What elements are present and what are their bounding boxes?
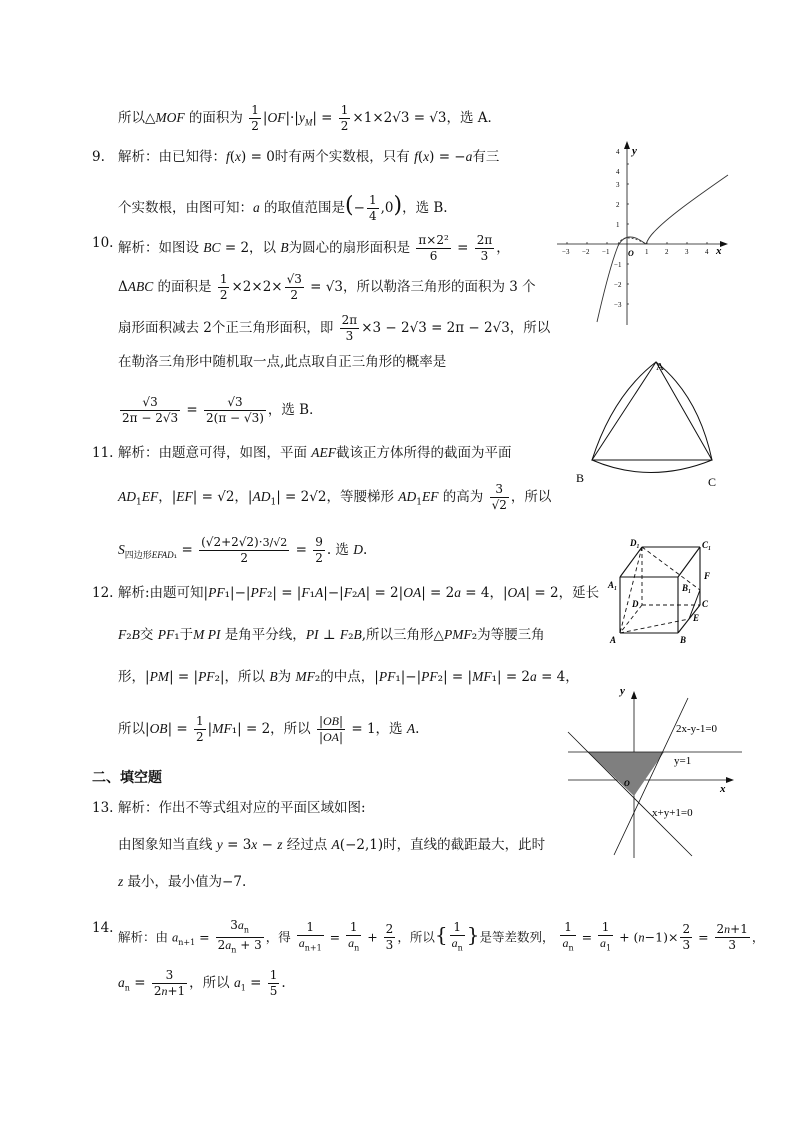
- x-tick-label: 2: [665, 248, 669, 256]
- x-tick-label: 4: [705, 248, 709, 256]
- q13-number: 13.: [92, 800, 114, 816]
- cube-figure: [604, 535, 724, 645]
- y-tick-label: −1: [614, 261, 622, 269]
- x-axis-label: x: [716, 245, 722, 257]
- label-y-1: y=1: [674, 755, 692, 767]
- y-axis-label: y: [632, 145, 637, 157]
- function-graph-figure: [552, 140, 732, 330]
- y-tick-label: 1: [616, 221, 620, 229]
- q14-number: 14.: [92, 920, 114, 936]
- cube-label-C: C: [702, 599, 709, 609]
- y-tick-label: 3: [616, 181, 620, 189]
- vertex-label-C: C: [708, 475, 717, 489]
- q11-line-3: $S_{四边形EFAD_1}$ = $\frac{(√2+2√2)\cdot 3/√2}{2}$ = $\frac{9}{2}$ . 选 D.: [118, 535, 368, 565]
- label-2x-y-1: 2x-y-1=0: [676, 723, 718, 735]
- q9-line-1: 解析：由已知得：f(x) = 0时有两个实数根，只有 f(x) = −a有三: [118, 149, 500, 165]
- q11-number: 11.: [92, 445, 114, 461]
- q13-line-3: z 最小，最小值为−7.: [118, 874, 247, 890]
- curve-right: [646, 175, 728, 244]
- y-tick-label: 4: [616, 168, 620, 176]
- q12-line-1: 解析:由题可知|PF₁|−|PF₂| = |F₁A|−|F₂A| = 2|OA| = 2a = 4，|OA| = 2，延长: [118, 585, 600, 601]
- q14-line-2: $a_n$ = $\frac{3}{2n+1}$ ，所以 $a_1$ = $\frac{1}{5}$ .: [118, 968, 286, 998]
- x-tick-label: −3: [562, 248, 570, 256]
- cube-label-D: D: [632, 599, 639, 609]
- x-tick-label: 3: [685, 248, 689, 256]
- region-x-axis-label: x: [720, 783, 726, 795]
- y-tick-label: −3: [614, 301, 622, 309]
- q13-line-1: 解析：作出不等式组对应的平面区域如图:: [118, 800, 366, 816]
- y-tick-label: −2: [614, 281, 622, 289]
- q8-conclusion-line: 所以△MOF 的面积为 $\frac{1}{2}$ $|OF|\cdot|y_M|$ = $\frac{1}{2}$ ×1×2√3 = √3，选 A．: [118, 103, 502, 133]
- x-tick-label: −2: [582, 248, 590, 256]
- y-tick-label: 4: [616, 148, 620, 156]
- q12-line-3: 形，|PM| = |PF₂|，所以 B为 MF₂的中点，|PF₁|−|PF₂| = |MF₁| = 2a = 4，: [118, 669, 579, 685]
- cube-label-D1: D₁: [630, 538, 640, 548]
- q10-line-2: ΔABC 的面积是 $\frac{1}{2}$ ×2×2× $\frac{√3}{2}$ = √3，所以勒洛三角形的面积为 3 个: [118, 272, 536, 302]
- vertex-label-B: B: [576, 471, 585, 485]
- cube-label-F: F: [704, 571, 711, 581]
- q10-line-4: 在勒洛三角形中随机取一点,此点取自正三角形的概率是: [118, 354, 447, 370]
- x-tick-label: −1: [602, 248, 610, 256]
- q12-line-2: F₂B交 PF₁于M PI 是角平分线，PI ⊥ F₂B,所以三角形△PMF₂为等腰三角: [118, 627, 545, 643]
- cube-label-A: A: [610, 635, 617, 645]
- label-x-y-1: x+y+1=0: [652, 807, 693, 819]
- q10-number: 10.: [92, 235, 114, 251]
- y-tick-label: 2: [616, 201, 620, 209]
- cube-label-B: B: [680, 635, 687, 645]
- reuleaux-outline: [592, 362, 712, 473]
- q10-line-1: 解析：如图设 BC = 2，以 B为圆心的扇形面积是 $\frac{\text{π×2²}}{6}$ = $\frac{2\pi}{3}$ ，: [118, 233, 510, 263]
- section-heading-fill-blank: 二、填空题: [92, 770, 162, 786]
- q13-line-2: 由图象知当直线 y = 3x − z 经过点 A(−2,1)时，直线的截距最大，此时: [118, 837, 546, 853]
- cube-label-B1: B₁: [682, 583, 692, 593]
- x-tick-label: 1: [645, 248, 649, 256]
- cube-label-A1: A₁: [608, 580, 618, 590]
- q9-number: 9.: [92, 149, 105, 165]
- q11-line-2: $AD_1EF$，|EF| = √2，$|AD_1| = 2√2$，等腰梯形 $AD_1EF$ 的高为 $\frac{3}{√2}$ ，所以: [118, 482, 552, 512]
- q12-number: 12.: [92, 585, 114, 601]
- origin-label: O: [628, 249, 634, 258]
- cube-label-E: E: [693, 613, 700, 623]
- q12-line-4: 所以|OB| = $\frac{1}{2}$ |MF₁| = 2，所以 $\frac{|OB|}{|OA|}$ = 1，选 A.: [118, 714, 420, 744]
- q11-line-1: 解析：由题意可得，如图，平面 AEF截该正方体所得的截面为平面: [118, 445, 512, 461]
- region-origin-label: O: [624, 779, 630, 788]
- region-y-axis-label: y: [620, 685, 625, 697]
- q14-line-1: 解析：由 $a_{n+1}$ = $\frac{3a_n}{2a_n + 3}$ ，得 $\frac{1}{a_{n+1}}$ = $\frac{1}{a_n}$ + $\frac{2}{3}$ ，所以{ $\frac{1}{a_n}$ }是等差数列， $\frac{1}{a_n}$ = $\frac{1}{a_1}$ + (n−1)× $\frac{2}{3}$ = $\frac{2n+1}{3}$ ，: [118, 918, 765, 955]
- q10-line-5: $\frac{√3}{2\pi - 2√3}$ = $\frac{√3}{2(\pi - √3)}$ ，选 B．: [122, 395, 323, 425]
- line-x-y-1: [568, 732, 692, 856]
- reuleaux-triangle-figure: [568, 350, 728, 495]
- feasible-region-figure: [566, 680, 746, 860]
- inner-triangle: [592, 362, 712, 460]
- cube-label-C1: C₁: [702, 540, 712, 550]
- q10-line-3: 扇形面积减去 2个正三角形面积，即 $\frac{2\pi}{3}$ ×3 − 2√3 = 2π − 2√3，所以: [118, 313, 551, 343]
- q9-line-2: 个实数根，由图可知：a 的取值范围是(− $\frac{1}{4}$ ,0)，选 B.: [118, 193, 448, 223]
- vertex-label-A: A: [656, 361, 664, 373]
